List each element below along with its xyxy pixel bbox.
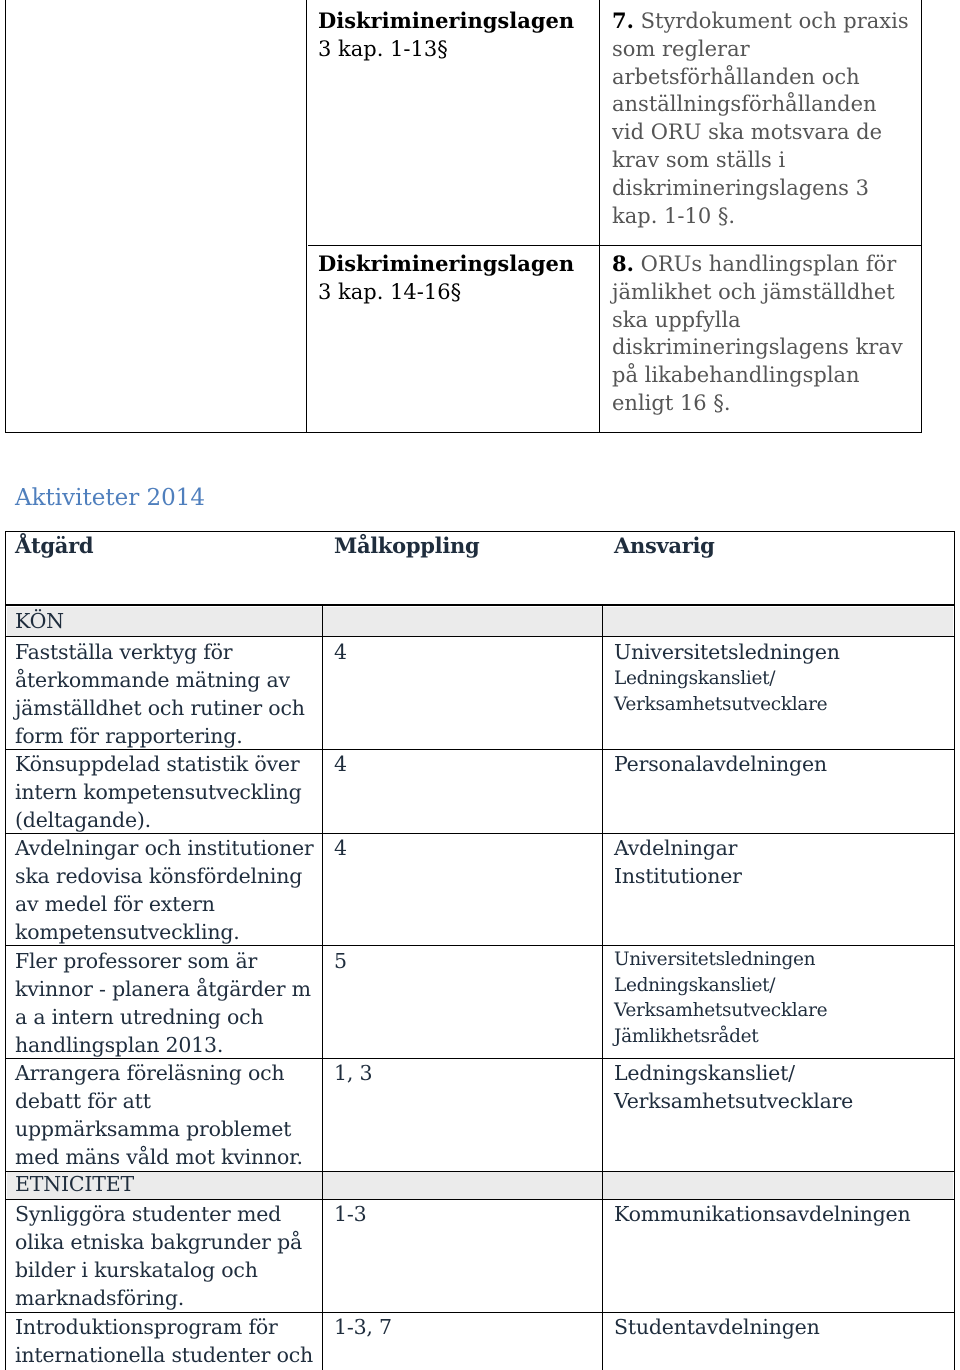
column-header-action: Åtgärd [15,533,94,558]
goal-number: 7. [612,8,634,33]
goal-text: Styrdokument och praxis som reglerar arbetsförhållanden och anställningsförhållanden vid ORU ska motsvara de krav som ställs i diskrimineringslagens 3 kap. 1-10 §. [612,9,909,228]
action-text: Avdelningar och institutioner ska redovisa könsfördelning av medel för extern kompetensutveckling. [15,836,314,944]
goal-description [612,250,912,418]
action-text: Arrangera föreläsning och debatt för att uppmärksamma problemet med mäns våld mot kvinnor. [15,1061,303,1169]
row-divider [5,1171,955,1172]
law-name: Diskrimineringslagen [318,251,575,276]
action-text: Synliggöra studenter med olika etniska bakgrunder på bilder i kurskatalog och marknadsföring. [15,1202,303,1310]
column-divider [306,0,307,432]
responsible: Ledningskansliet/ Verksamhetsutvecklare [614,1061,854,1113]
goal-link: 1, 3 [334,1061,373,1085]
goal-link: 1-3 [334,1202,367,1226]
goal-link: 1-3, 7 [334,1315,392,1339]
responsible: Personalavdelningen [614,752,827,776]
action-text: Könsuppdelad statistik över intern kompetensutveckling (deltagande). [15,752,302,832]
responsible: Studentavdelningen [614,1315,820,1339]
row-divider [5,636,955,637]
action-text: Fastställa verktyg för återkommande mätning av jämställdhet och rutiner och form för rapportering. [15,640,305,748]
responsible: Universitetsledningen [614,640,840,664]
header-rule [5,604,955,606]
responsible: Avdelningar Institutioner [614,836,742,888]
section-heading: Aktiviteter 2014 [15,485,206,511]
law-chapter: 3 kap. 1-13§ [318,36,448,61]
group-row-shade [7,607,953,636]
goal-link: 4 [334,640,347,664]
action-text: Fler professorer som är kvinnor - planera åtgärder m a a intern utredning och handlingsplan 2013. [15,949,311,1057]
group-label-gender: KÖN [15,609,64,633]
law-name: Diskrimineringslagen [318,8,575,33]
responsible-detail: Ledningskansliet/ Verksamhetsutvecklare [614,668,828,715]
goal-description [612,7,912,230]
goal-text: ORUs handlingsplan för jämlikhet och jämställdhet ska uppfylla diskrimineringslagens krav på likabehandlingsplan enligt 16 §. [612,252,903,415]
responsible-detail: Universitetsledningen Ledningskansliet/ Verksamhetsutvecklare Jämlikhetsrådet [614,949,828,1047]
goal-link: 5 [334,949,347,973]
goal-link: 4 [334,836,347,860]
law-chapter: 3 kap. 14-16§ [318,279,462,304]
column-header-goal: Målkoppling [334,533,480,558]
law-reference [318,250,588,307]
action-text: Introduktionsprogram för internationella studenter och [15,1315,314,1367]
goal-number: 8. [612,251,634,276]
column-header-responsible: Ansvarig [614,533,715,558]
column-divider [599,0,600,432]
column-divider [602,606,603,1370]
responsible: Kommunikationsavdelningen [614,1202,911,1226]
group-row-shade [7,1172,953,1199]
row-divider [308,245,921,246]
goal-link: 4 [334,752,347,776]
law-reference [318,7,588,64]
column-divider [322,606,323,1370]
group-label-ethnicity: ETNICITET [15,1172,134,1196]
